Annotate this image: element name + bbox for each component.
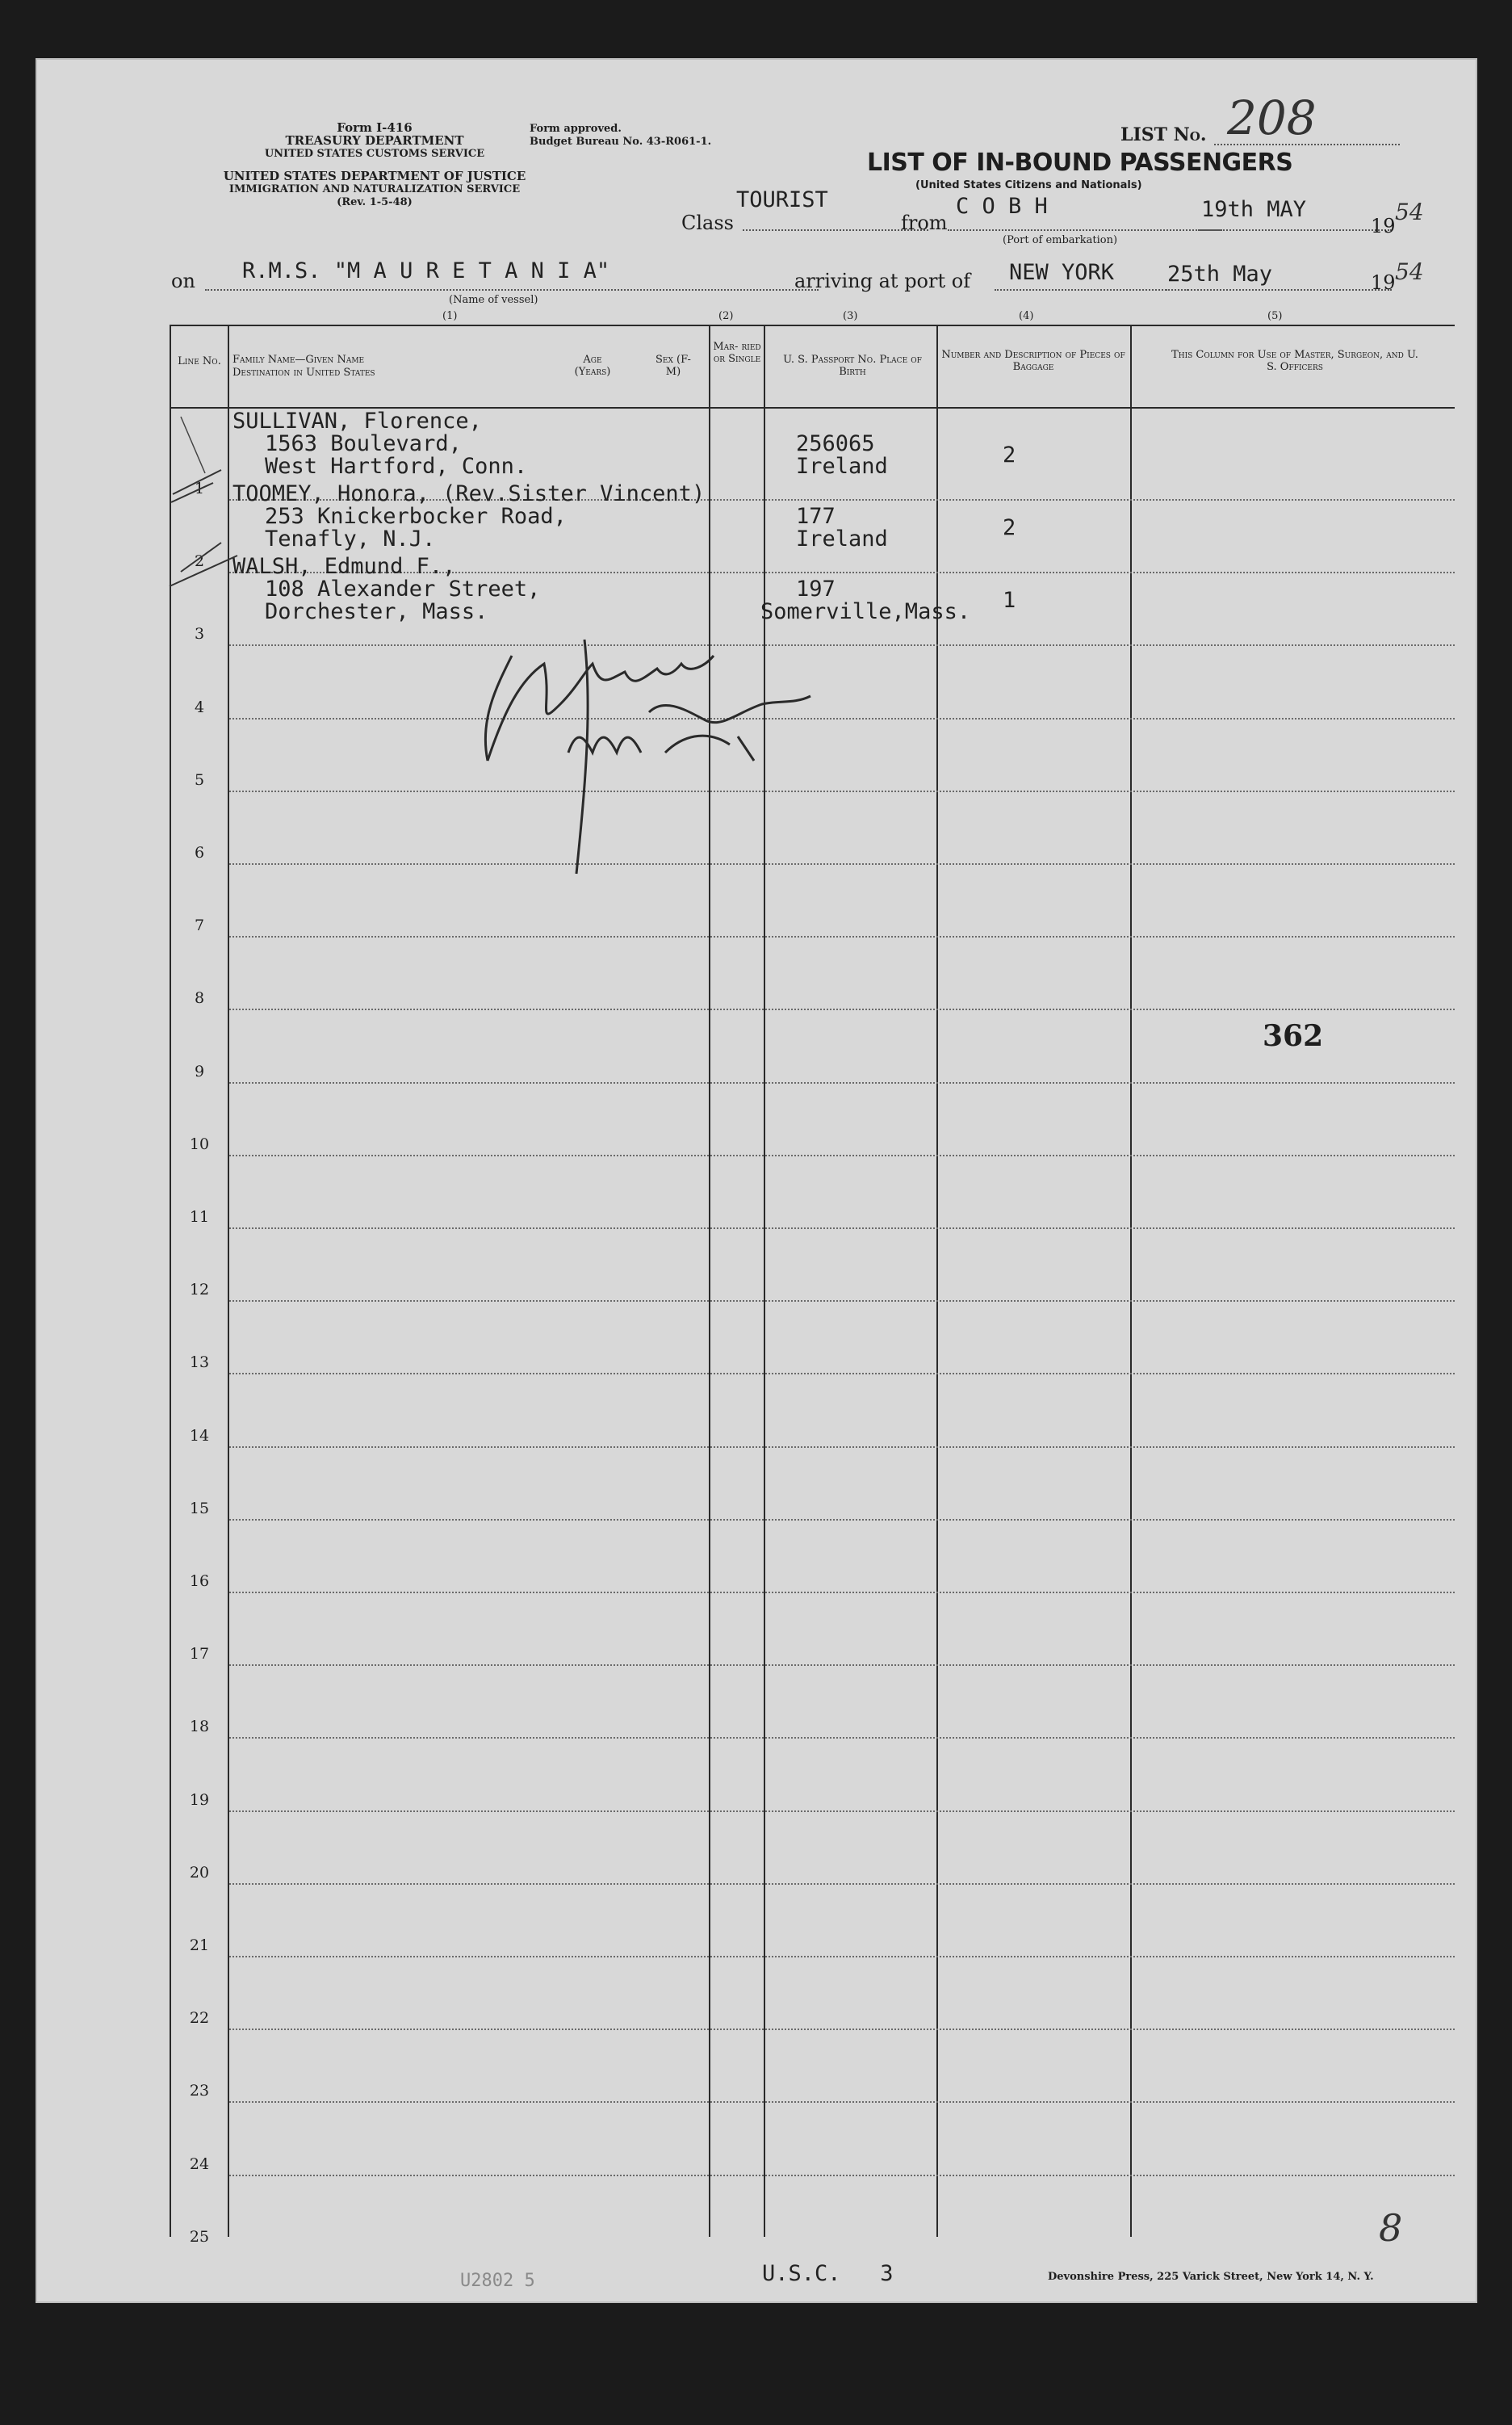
from-value: C O B H	[956, 194, 1048, 219]
check-marks	[165, 405, 310, 631]
row-guide-line	[229, 1446, 1455, 1448]
arriving-label: arriving at port of	[794, 270, 971, 292]
row-guide-line	[229, 1883, 1455, 1885]
line-number: 7	[194, 917, 205, 935]
baggage-count: 2	[1003, 443, 1016, 468]
passport-number: 256065	[796, 431, 875, 456]
line-number: 1	[194, 480, 205, 497]
class-label: Class	[681, 212, 734, 234]
row-guide-line	[229, 1082, 1455, 1084]
treasury-department: TREASURY DEPARTMENT	[285, 133, 464, 148]
baggage-count: 1	[1003, 588, 1016, 613]
row-guide-line	[229, 2029, 1455, 2030]
page-title: LIST OF IN-BOUND PASSENGERS	[867, 149, 1293, 177]
embarkation-caption: (Port of embarkation)	[1003, 234, 1118, 246]
form-number: Form I-416	[337, 120, 413, 135]
customs-service: UNITED STATES CUSTOMS SERVICE	[264, 148, 485, 160]
passenger-address: 1563 Boulevard,	[265, 431, 462, 456]
justice-department: UNITED STATES DEPARTMENT OF JUSTICE	[223, 169, 526, 183]
printer-credit: Devonshire Press, 225 Varick Street, New York 14, N. Y.	[1048, 2271, 1374, 2283]
line-number: 2	[194, 552, 205, 571]
header-married: Mar- ried or Single	[713, 341, 761, 365]
line-number: 3	[194, 625, 205, 644]
column-number: (3)	[843, 310, 858, 322]
baggage-count: 2	[1003, 515, 1016, 540]
from-underline	[948, 229, 1222, 231]
passenger-address: 108 Alexander Street,	[265, 577, 541, 602]
row-guide-line	[229, 1009, 1455, 1010]
header-destination: Destination in United States	[232, 367, 375, 379]
row-guide-line	[229, 1956, 1455, 1957]
on-label: on	[171, 270, 195, 292]
line-number: 24	[189, 2154, 210, 2173]
revision: (Rev. 1-5-48)	[337, 196, 413, 208]
passenger-name: WALSH, Edmund F.,	[232, 554, 456, 579]
row-guide-line	[229, 1810, 1455, 1812]
line-number: 17	[189, 1645, 210, 1664]
header-sex: Sex (F-M)	[655, 354, 691, 378]
passenger-city: West Hartford, Conn.	[265, 454, 528, 479]
vessel-caption: (Name of vessel)	[449, 294, 538, 306]
row-guide-line	[229, 1373, 1455, 1374]
passenger-city: Dorchester, Mass.	[265, 599, 488, 624]
line-number: 20	[189, 1863, 210, 1882]
header-officers: This Column for Use of Master, Surgeon, and U. S. Officers	[1171, 349, 1418, 373]
year-suffix: 54	[1395, 199, 1424, 225]
line-number: 18	[189, 1718, 210, 1736]
baggage-divider	[1130, 325, 1132, 2237]
line-number: 21	[189, 1936, 210, 1954]
line-number: 10	[189, 1135, 210, 1153]
column-number: (4)	[1019, 310, 1034, 322]
usc-mark: U.S.C. 3	[762, 2261, 894, 2286]
vessel-underline	[205, 289, 819, 291]
line-number: 13	[189, 1353, 210, 1372]
header-age: Age (Years)	[574, 354, 611, 378]
header-passport: U. S. Passport No. Place of Birth	[783, 354, 922, 378]
row-guide-line	[229, 936, 1455, 938]
arrival-port-underline	[995, 289, 1188, 291]
arrival-date-underline	[1166, 289, 1392, 291]
from-label: from	[901, 212, 948, 234]
line-number: 23	[189, 2082, 210, 2100]
departure-date: 19th MAY	[1201, 197, 1307, 222]
line-number: 9	[194, 1062, 205, 1080]
row-guide-line	[229, 1592, 1455, 1593]
line-number: 22	[189, 2009, 210, 2028]
row-guide-line	[229, 1519, 1455, 1521]
line-number: 12	[189, 1281, 210, 1299]
row-guide-line	[229, 2101, 1455, 2103]
header-family-name: Family Name—Given Name	[232, 354, 365, 366]
arrival-date: 25th May	[1167, 262, 1273, 287]
stamp-number: 362	[1263, 1019, 1324, 1053]
table-top-rule	[170, 325, 1455, 326]
passenger-name: SULLIVAN, Florence,	[232, 409, 482, 434]
married-divider-left	[709, 325, 710, 2237]
form-approved: Form approved.	[530, 123, 622, 135]
line-number: 19	[189, 1790, 210, 1809]
row-guide-line	[229, 1227, 1455, 1229]
column-number: (2)	[718, 310, 734, 322]
passport-number: 177	[796, 504, 836, 529]
line-number: 14	[189, 1426, 210, 1445]
date-underline	[1198, 229, 1392, 231]
officer-signature	[463, 615, 851, 882]
passport-number: 197	[796, 577, 836, 602]
list-no-label: LIST No.	[1120, 124, 1207, 145]
passenger-name: TOOMEY, Honora, (Rev.Sister Vincent)	[232, 481, 706, 506]
arrival-port: NEW YORK	[1009, 260, 1115, 285]
column-number: (5)	[1267, 310, 1283, 322]
vessel-name: R.M.S. "M A U R E T A N I A"	[242, 258, 610, 283]
arrival-year-prefix: 19	[1371, 271, 1396, 294]
place-of-birth: Ireland	[796, 454, 888, 479]
line-number: 5	[194, 770, 205, 789]
column-number: (1)	[442, 310, 458, 322]
header-line-no: Line No.	[178, 355, 221, 367]
line-number: 15	[189, 1499, 210, 1517]
passenger-city: Tenafly, N.J.	[265, 527, 436, 552]
place-of-birth: Somerville,Mass.	[760, 599, 971, 624]
line-number: 4	[194, 698, 205, 716]
list-no-value: 208	[1227, 90, 1317, 145]
row-guide-line	[229, 2175, 1455, 2176]
line-number: 8	[194, 989, 205, 1008]
row-guide-line	[229, 1155, 1455, 1156]
line-number: 25	[189, 2227, 210, 2246]
row-guide-line	[229, 1664, 1455, 1666]
class-value: TOURIST	[736, 187, 828, 212]
place-of-birth: Ireland	[796, 527, 888, 552]
line-number: 6	[194, 844, 205, 862]
manifest-sheet	[36, 58, 1477, 2303]
arrival-year-suffix: 54	[1395, 258, 1424, 285]
header-baggage: Number and Description of Pieces of Baggage	[941, 349, 1125, 373]
faded-mark: U2802 5	[460, 2271, 535, 2291]
line-number: 16	[189, 1572, 210, 1590]
row-guide-line	[229, 1737, 1455, 1739]
year-prefix: 19	[1371, 215, 1396, 237]
corner-mark: 8	[1379, 2206, 1403, 2250]
ins-service: IMMIGRATION AND NATURALIZATION SERVICE	[228, 183, 521, 195]
line-number: 11	[189, 1208, 210, 1226]
passenger-address: 253 Knickerbocker Road,	[265, 504, 567, 529]
row-guide-line	[229, 1300, 1455, 1302]
budget-bureau: Budget Bureau No. 43-R061-1.	[530, 136, 712, 148]
page-subtitle: (United States Citizens and Nationals)	[915, 179, 1142, 191]
